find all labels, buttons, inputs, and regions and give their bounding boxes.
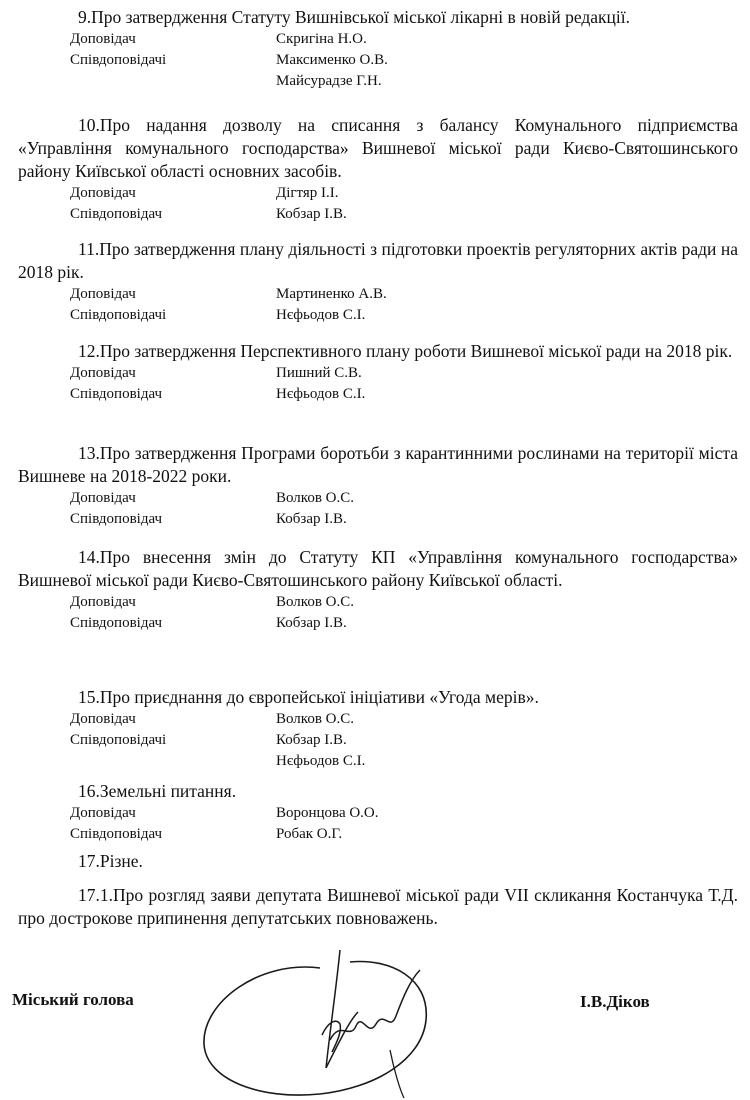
agenda-title: 12.Про затвердження Перспективного плану роботи Вишневої міської ради на 2018 рік. bbox=[78, 341, 733, 361]
speaker-name: Кобзар І.В. bbox=[276, 511, 347, 527]
speaker-role: Співдоповідачі bbox=[70, 732, 167, 748]
speaker-row bbox=[18, 29, 738, 50]
speaker-name: Кобзар І.В. bbox=[276, 206, 347, 222]
speaker-name: Нєфьодов С.І. bbox=[276, 753, 366, 769]
agenda-item-13 bbox=[18, 442, 738, 530]
agenda-title: 14.Про внесення змін до Статуту КП «Управління комунального господарства» Вишневої міської ради Києво-Святошинського району Київської області. bbox=[18, 547, 738, 590]
agenda-item-15 bbox=[18, 686, 738, 772]
agenda-item-17-1 bbox=[18, 884, 738, 930]
speaker-role: Співдоповідач bbox=[70, 615, 163, 631]
agenda-item-9 bbox=[18, 6, 738, 92]
speaker-row bbox=[18, 803, 738, 824]
speaker-row bbox=[18, 488, 738, 509]
speaker-role: Співдоповідач bbox=[70, 826, 163, 842]
speaker-row bbox=[18, 592, 738, 613]
speaker-name: Волков О.С. bbox=[276, 594, 354, 610]
speaker-row bbox=[18, 363, 738, 384]
speaker-row bbox=[18, 71, 738, 92]
speaker-role: Доповідач bbox=[70, 185, 136, 201]
agenda-title: 15.Про приєднання до європейської ініціативи «Угода мерів». bbox=[78, 687, 539, 707]
speaker-role: Доповідач bbox=[70, 365, 136, 381]
agenda-item-10 bbox=[18, 114, 738, 225]
speaker-role: Доповідач bbox=[70, 711, 136, 727]
signatory-name: І.В.Діков bbox=[580, 992, 650, 1011]
agenda-title: 11.Про затвердження плану діяльності з підготовки проектів регуляторних актів ради на 2018 рік. bbox=[18, 239, 738, 282]
speaker-role: Співдоповідачі bbox=[70, 307, 167, 323]
speaker-row bbox=[18, 204, 738, 225]
speaker-row bbox=[18, 50, 738, 71]
agenda-item-14 bbox=[18, 546, 738, 634]
speaker-name: Волков О.С. bbox=[276, 711, 354, 727]
speaker-row bbox=[18, 751, 738, 772]
speaker-row bbox=[18, 509, 738, 530]
speaker-row bbox=[18, 384, 738, 405]
speaker-name: Максименко О.В. bbox=[276, 52, 388, 68]
speaker-name: Волков О.С. bbox=[276, 490, 354, 506]
speaker-name: Кобзар І.В. bbox=[276, 732, 347, 748]
speaker-role: Доповідач bbox=[70, 594, 136, 610]
speaker-role: Доповідач bbox=[70, 31, 136, 47]
speaker-row bbox=[18, 613, 738, 634]
speaker-row bbox=[18, 730, 738, 751]
speaker-name: Мартиненко А.В. bbox=[276, 286, 387, 302]
speaker-name: Майсурадзе Г.Н. bbox=[276, 73, 382, 89]
speaker-name: Воронцова О.О. bbox=[276, 805, 379, 821]
speaker-row bbox=[18, 305, 738, 326]
speaker-name: Пишний С.В. bbox=[276, 365, 362, 381]
speaker-role: Співдоповідач bbox=[70, 511, 163, 527]
agenda-item-12 bbox=[18, 340, 738, 405]
agenda-item-11 bbox=[18, 238, 738, 326]
agenda-title: 16.Земельні питання. bbox=[78, 781, 237, 801]
speaker-name: Нєфьодов С.І. bbox=[276, 307, 366, 323]
speaker-row bbox=[18, 824, 738, 845]
speaker-name: Робак О.Г. bbox=[276, 826, 343, 842]
speaker-name: Нєфьодов С.І. bbox=[276, 386, 366, 402]
speaker-role: Доповідач bbox=[70, 286, 136, 302]
handwritten-signature-icon bbox=[190, 940, 450, 1100]
speaker-row bbox=[18, 183, 738, 204]
speaker-name: Скригіна Н.О. bbox=[276, 31, 367, 47]
speaker-role: Співдоповідач bbox=[70, 386, 163, 402]
agenda-title: 17.1.Про розгляд заяви депутата Вишневої міської ради VII скликання Костанчука Т.Д. про дострокове припинення депутатських повноважень. bbox=[18, 885, 738, 928]
agenda-title: 9.Про затвердження Статуту Вишнівської міської лікарні в новій редакції. bbox=[78, 7, 631, 27]
speaker-name: Кобзар І.В. bbox=[276, 615, 347, 631]
speaker-row bbox=[18, 284, 738, 305]
speaker-row bbox=[18, 709, 738, 730]
agenda-title: 13.Про затвердження Програми боротьби з карантинними рослинами на території міста Вишневе на 2018-2022 роки. bbox=[18, 443, 738, 486]
speaker-name: Дігтяр І.І. bbox=[276, 185, 339, 201]
agenda-item-17 bbox=[18, 850, 738, 873]
speaker-role: Співдоповідач bbox=[70, 206, 163, 222]
signatory-role: Міський голова bbox=[12, 990, 134, 1009]
speaker-role: Доповідач bbox=[70, 490, 136, 506]
speaker-role: Співдоповідачі bbox=[70, 52, 167, 68]
speaker-role: Доповідач bbox=[70, 805, 136, 821]
agenda-item-16 bbox=[18, 780, 738, 845]
agenda-title: 17.Різне. bbox=[78, 851, 143, 871]
agenda-title: 10.Про надання дозволу на списання з балансу Комунального підприємства «Управління комунального господарства» Вишневої міської ради Києво-Святошинського району Київської області основних засобів. bbox=[18, 115, 738, 181]
